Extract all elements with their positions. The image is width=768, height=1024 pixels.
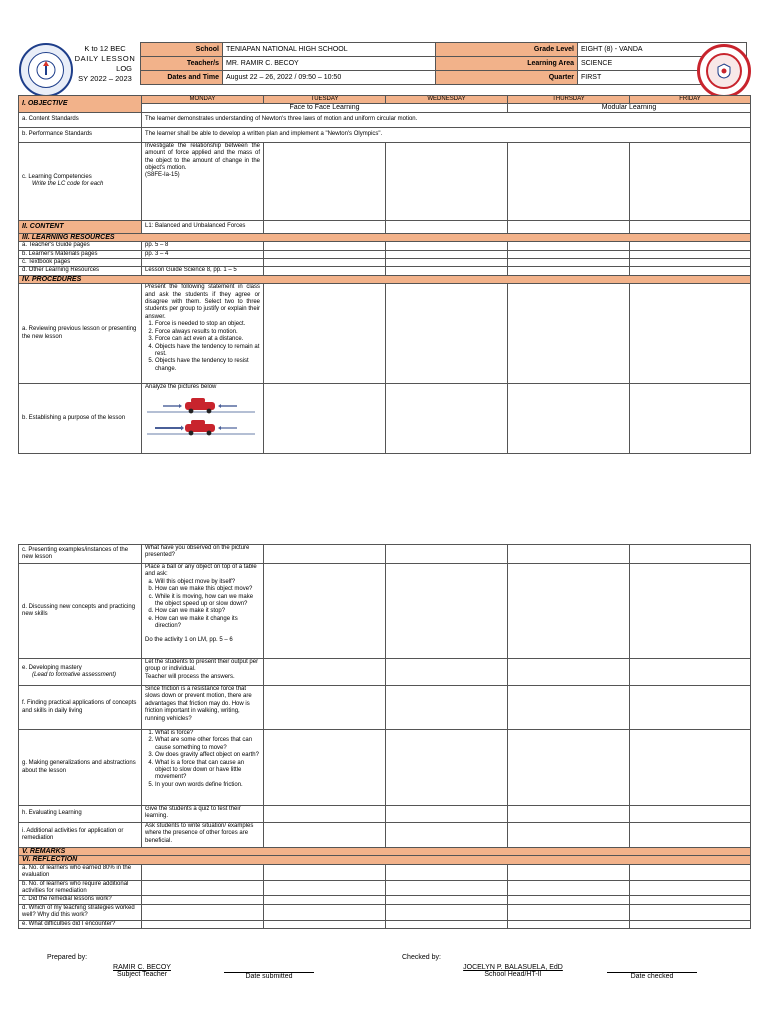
proc-d-activity: Do the activity 1 on LM, pp. 5 – 6 — [145, 636, 233, 643]
empty-cell — [508, 920, 630, 928]
empty-cell — [386, 823, 508, 848]
day-tuesday: TUESDAY — [264, 96, 386, 104]
school-value: TENIAPAN NATIONAL HIGH SCHOOL — [223, 43, 436, 57]
empty-cell — [386, 880, 508, 896]
empty-cell — [508, 564, 630, 659]
grade-level-label: Grade Level — [436, 43, 578, 57]
empty-cell — [386, 730, 508, 806]
list-item: 4. What is a force that can cause an object to slow down or have little movement? — [155, 760, 260, 782]
empty-cell — [508, 880, 630, 896]
empty-cell — [264, 220, 386, 233]
resource-other-value: Lesson Guide Science 8, pp. 1 – 5 — [142, 267, 264, 275]
empty-cell — [508, 659, 630, 686]
empty-cell — [386, 545, 508, 564]
list-item: d. How can we make it stop? — [155, 608, 260, 615]
day-monday: MONDAY — [142, 96, 264, 104]
header-info-table — [140, 42, 747, 85]
proc-e-label — [19, 659, 142, 686]
date-submitted-label: Date submitted — [245, 973, 293, 980]
resource-lm-label: b. Learner's Materials pages — [19, 250, 142, 258]
reflection-a-label: a. No. of learners who earned 80% in the evaluation — [19, 864, 142, 880]
empty-cell — [264, 920, 386, 928]
empty-cell — [630, 284, 751, 384]
reflection-d-label: d. Which of my teaching strategies worked well? Why did this work? — [19, 904, 142, 920]
empty-cell — [630, 880, 751, 896]
proc-b-monday — [142, 384, 264, 454]
empty-cell — [630, 564, 751, 659]
empty-cell — [386, 904, 508, 920]
learning-competencies-label — [19, 142, 142, 220]
proc-e-text-1: Let the students to present their output per group or individual. — [145, 659, 259, 673]
proc-d-intro: Place a ball or any object on top of a table and ask: — [145, 564, 257, 578]
proc-e-monday — [142, 659, 264, 686]
empty-cell — [630, 864, 751, 880]
empty-cell — [264, 806, 386, 823]
torch-icon — [35, 59, 57, 81]
red-car-1 — [185, 402, 215, 410]
content-standards-label: a. Content Standards — [19, 112, 142, 127]
empty-cell — [508, 806, 630, 823]
proc-g-label: g. Making generalizations and abstractions about the lesson — [19, 730, 142, 806]
red-car-2 — [185, 424, 215, 432]
empty-cell — [386, 220, 508, 233]
proc-h-text: Give the students a quiz to test their learning. — [142, 806, 264, 823]
empty-cell — [630, 142, 751, 220]
date-submitted-block — [224, 972, 314, 980]
deped-seal-logo — [19, 43, 73, 97]
proc-d-list — [145, 579, 260, 631]
empty-cell — [264, 823, 386, 848]
proc-e-label-note: (Lead to formative assessment) — [32, 672, 117, 678]
section-remarks: V. REMARKS — [19, 848, 751, 856]
empty-cell — [508, 384, 630, 454]
empty-cell — [386, 242, 508, 250]
checked-by-label: Checked by: — [402, 954, 441, 961]
empty-cell — [508, 904, 630, 920]
dll-title-line-2: DAILY LESSON — [74, 54, 136, 63]
empty-cell — [386, 267, 508, 275]
proc-g-monday — [142, 730, 264, 806]
date-checked-label: Date checked — [630, 973, 674, 980]
empty-cell — [264, 242, 386, 250]
reflection-b-label: b. No. of learners who require additional activities for remediation — [19, 880, 142, 896]
empty-cell — [264, 730, 386, 806]
empty-cell — [508, 864, 630, 880]
modular-mode: Modular Learning — [508, 104, 751, 112]
empty-cell — [630, 267, 751, 275]
prepared-title: Subject Teacher — [116, 971, 168, 978]
empty-cell — [386, 896, 508, 904]
proc-a-monday — [142, 284, 264, 384]
list-item: a. Will this object move by itself? — [155, 579, 260, 586]
empty-cell — [630, 659, 751, 686]
resource-other-label: d. Other Learning Resources — [19, 267, 142, 275]
empty-cell — [386, 384, 508, 454]
list-item: e. How can we make it change its direction? — [155, 616, 260, 631]
empty-cell — [386, 920, 508, 928]
empty-cell — [386, 864, 508, 880]
list-item: b. How can we make this object move? — [155, 586, 260, 593]
dll-title-block — [72, 44, 138, 84]
empty-cell — [264, 659, 386, 686]
empty-cell — [508, 730, 630, 806]
performance-standards-text: The learner shall be able to develop a written plan and implement a "Newton's Olympics". — [142, 127, 751, 142]
empty-cell — [508, 259, 630, 267]
competency-code: (S8FE-Ia-15) — [145, 172, 180, 179]
school-seal-logo — [697, 44, 751, 98]
day-thursday: THURSDAY — [508, 96, 630, 104]
learning-competencies-monday — [142, 142, 264, 220]
proc-h-label: h. Evaluating Learning — [19, 806, 142, 823]
list-item: 5. Objects have the tendency to resist change. — [155, 358, 260, 373]
empty-cell — [508, 142, 630, 220]
list-item: 4. Objects have the tendency to remain at rest. — [155, 344, 260, 359]
checker-name: JOCELYN P. BALASUELA, EdD — [463, 964, 563, 971]
empty-cell — [508, 250, 630, 258]
dates-label: Dates and Time — [141, 71, 223, 85]
dll-title-line-3: LOG — [116, 64, 132, 73]
empty-cell — [630, 259, 751, 267]
empty-cell — [264, 545, 386, 564]
school-emblem-icon — [715, 62, 733, 80]
empty-cell — [264, 142, 386, 220]
section-procedures: IV. PROCEDURES — [19, 275, 751, 283]
list-item: 2. Force always results to motion. — [155, 329, 260, 336]
learning-area-value: SCIENCE — [578, 57, 747, 71]
empty-cell — [630, 242, 751, 250]
prepared-name: RAMIR C. BECOY — [113, 964, 171, 971]
proc-d-monday — [142, 564, 264, 659]
empty-cell — [386, 806, 508, 823]
empty-cell — [630, 823, 751, 848]
empty-cell — [508, 686, 630, 730]
prepared-by-label: Prepared by: — [47, 954, 88, 961]
empty-cell — [630, 904, 751, 920]
proc-b-text: Analyze the pictures below — [145, 384, 217, 391]
empty-cell — [630, 730, 751, 806]
empty-cell — [264, 880, 386, 896]
resource-tg-value: pp. 5 – 8 — [142, 242, 264, 250]
proc-i-label: i. Additional activities for application or remediation — [19, 823, 142, 848]
teacher-label: Teacher/s — [141, 57, 223, 71]
list-item: 3. Ow does gravity affect object on earth? — [155, 752, 260, 759]
empty-cell — [264, 250, 386, 258]
empty-cell — [508, 284, 630, 384]
force-cars-illustration — [145, 392, 257, 442]
competency-text: Investigate the relationship between the amount of force applied and the mass of the object to the amount of change in the object's motion. — [145, 142, 260, 172]
empty-cell — [264, 896, 386, 904]
proc-a-label: a. Reviewing previous lesson or presenting the new lesson — [19, 284, 142, 384]
dll-title-line-1: K to 12 BEC — [84, 44, 126, 53]
quarter-value: FIRST — [578, 71, 747, 85]
quarter-label: Quarter — [436, 71, 578, 85]
reflection-c-label: c. Did the remedial lessons work? — [19, 896, 142, 904]
learning-competencies-title: c. Learning Competencies — [22, 173, 92, 180]
empty-cell — [386, 686, 508, 730]
date-checked-block — [607, 972, 697, 980]
empty-cell — [630, 250, 751, 258]
list-item: 2. What are some other forces that can cause something to move? — [155, 737, 260, 752]
day-wednesday: WEDNESDAY — [386, 96, 508, 104]
learning-competencies-note: Write the LC code for each — [32, 181, 104, 188]
proc-a-list — [145, 321, 260, 373]
learning-area-label: Learning Area — [436, 57, 578, 71]
list-item: 1. What is force? — [155, 730, 260, 737]
prepared-signature-block — [92, 964, 192, 978]
checker-title: School Head/HT-II — [484, 971, 542, 978]
school-year: SY 2022 – 2023 — [78, 74, 132, 83]
proc-c-label: c. Presenting examples/instances of the new lesson — [19, 545, 142, 564]
empty-cell — [630, 920, 751, 928]
empty-cell — [264, 267, 386, 275]
empty-cell — [386, 564, 508, 659]
empty-cell — [386, 284, 508, 384]
empty-cell — [508, 220, 630, 233]
proc-f-text: Since friction is a resistance force that slows down or prevent motion, there are advantages that friction may do. How is friction important in walking, writing, running vehicles? — [142, 686, 264, 730]
empty-cell — [142, 904, 264, 920]
empty-cell — [508, 242, 630, 250]
empty-cell — [508, 823, 630, 848]
list-item: 5. In your own words define friction. — [155, 782, 260, 789]
empty-cell — [508, 545, 630, 564]
empty-cell — [142, 864, 264, 880]
proc-b-label: b. Establishing a purpose of the lesson — [19, 384, 142, 454]
content-text: L1: Balanced and Unbalanced Forces — [142, 220, 264, 233]
empty-cell — [264, 259, 386, 267]
empty-cell — [630, 545, 751, 564]
empty-cell — [386, 142, 508, 220]
performance-standards-label: b. Performance Standards — [19, 127, 142, 142]
content-standards-text: The learner demonstrates understanding of Newton's three laws of motion and uniform circular motion. — [142, 112, 751, 127]
section-content: II. CONTENT — [19, 220, 142, 233]
teacher-value: MR. RAMIR C. BECOY — [223, 57, 436, 71]
list-item: 3. Force can act even at a distance. — [155, 336, 260, 343]
proc-f-label: f. Finding practical applications of concepts and skills in daily living — [19, 686, 142, 730]
lesson-log-table-page-1 — [18, 95, 751, 454]
resource-tg-label: a. Teacher's Guide pages — [19, 242, 142, 250]
empty-cell — [264, 864, 386, 880]
empty-cell — [630, 220, 751, 233]
empty-cell — [630, 806, 751, 823]
section-learning-resources: III. LEARNING RESOURCES — [19, 233, 751, 241]
empty-cell — [142, 896, 264, 904]
empty-cell — [508, 267, 630, 275]
list-item: 1. Force is needed to stop an object. — [155, 321, 260, 328]
empty-cell — [264, 384, 386, 454]
empty-cell — [142, 880, 264, 896]
resource-textbook-label: c. Textbook pages — [19, 259, 142, 267]
empty-cell — [264, 904, 386, 920]
school-label: School — [141, 43, 223, 57]
section-reflection: VI. REFLECTION — [19, 856, 751, 864]
empty-cell — [630, 384, 751, 454]
empty-cell — [264, 686, 386, 730]
empty-cell — [508, 896, 630, 904]
empty-cell — [386, 259, 508, 267]
day-friday: FRIDAY — [630, 96, 751, 104]
reflection-e-label: e. What difficulties did I encounter? — [19, 920, 142, 928]
empty-cell — [386, 659, 508, 686]
proc-c-text: What have you observed on the picture presented? — [142, 545, 264, 564]
proc-i-text: Ask students to write situation/ examples where the presence of other forces are beneficial. — [142, 823, 264, 848]
empty-cell — [264, 284, 386, 384]
resource-textbook-value — [142, 259, 264, 267]
proc-e-label-title: e. Developing mastery — [22, 664, 82, 671]
grade-level-value: EIGHT (8) - VANDA — [578, 43, 747, 57]
checker-signature-block — [448, 964, 578, 978]
empty-cell — [630, 686, 751, 730]
section-objective: I. OBJECTIVE — [19, 96, 142, 113]
proc-g-list — [145, 730, 260, 789]
empty-cell — [142, 920, 264, 928]
dates-value: August 22 – 26, 2022 / 09:50 – 10:50 — [223, 71, 436, 85]
resource-lm-value: pp. 3 – 4 — [142, 250, 264, 258]
lesson-log-table-page-2 — [18, 544, 751, 929]
proc-d-label: d. Discussing new concepts and practicing new skills — [19, 564, 142, 659]
proc-e-text-2: Teacher will process the answers. — [145, 673, 235, 680]
empty-cell — [386, 250, 508, 258]
face-to-face-mode: Face to Face Learning — [142, 104, 508, 112]
list-item: c. While it is moving, how can we make the object speed up or slow down? — [155, 594, 260, 609]
empty-cell — [264, 564, 386, 659]
empty-cell — [630, 896, 751, 904]
proc-a-intro: Present the following statement in class and ask the students if they agree or disagree with them. Select two to three students per group to justify or explain their answer. — [145, 284, 260, 320]
